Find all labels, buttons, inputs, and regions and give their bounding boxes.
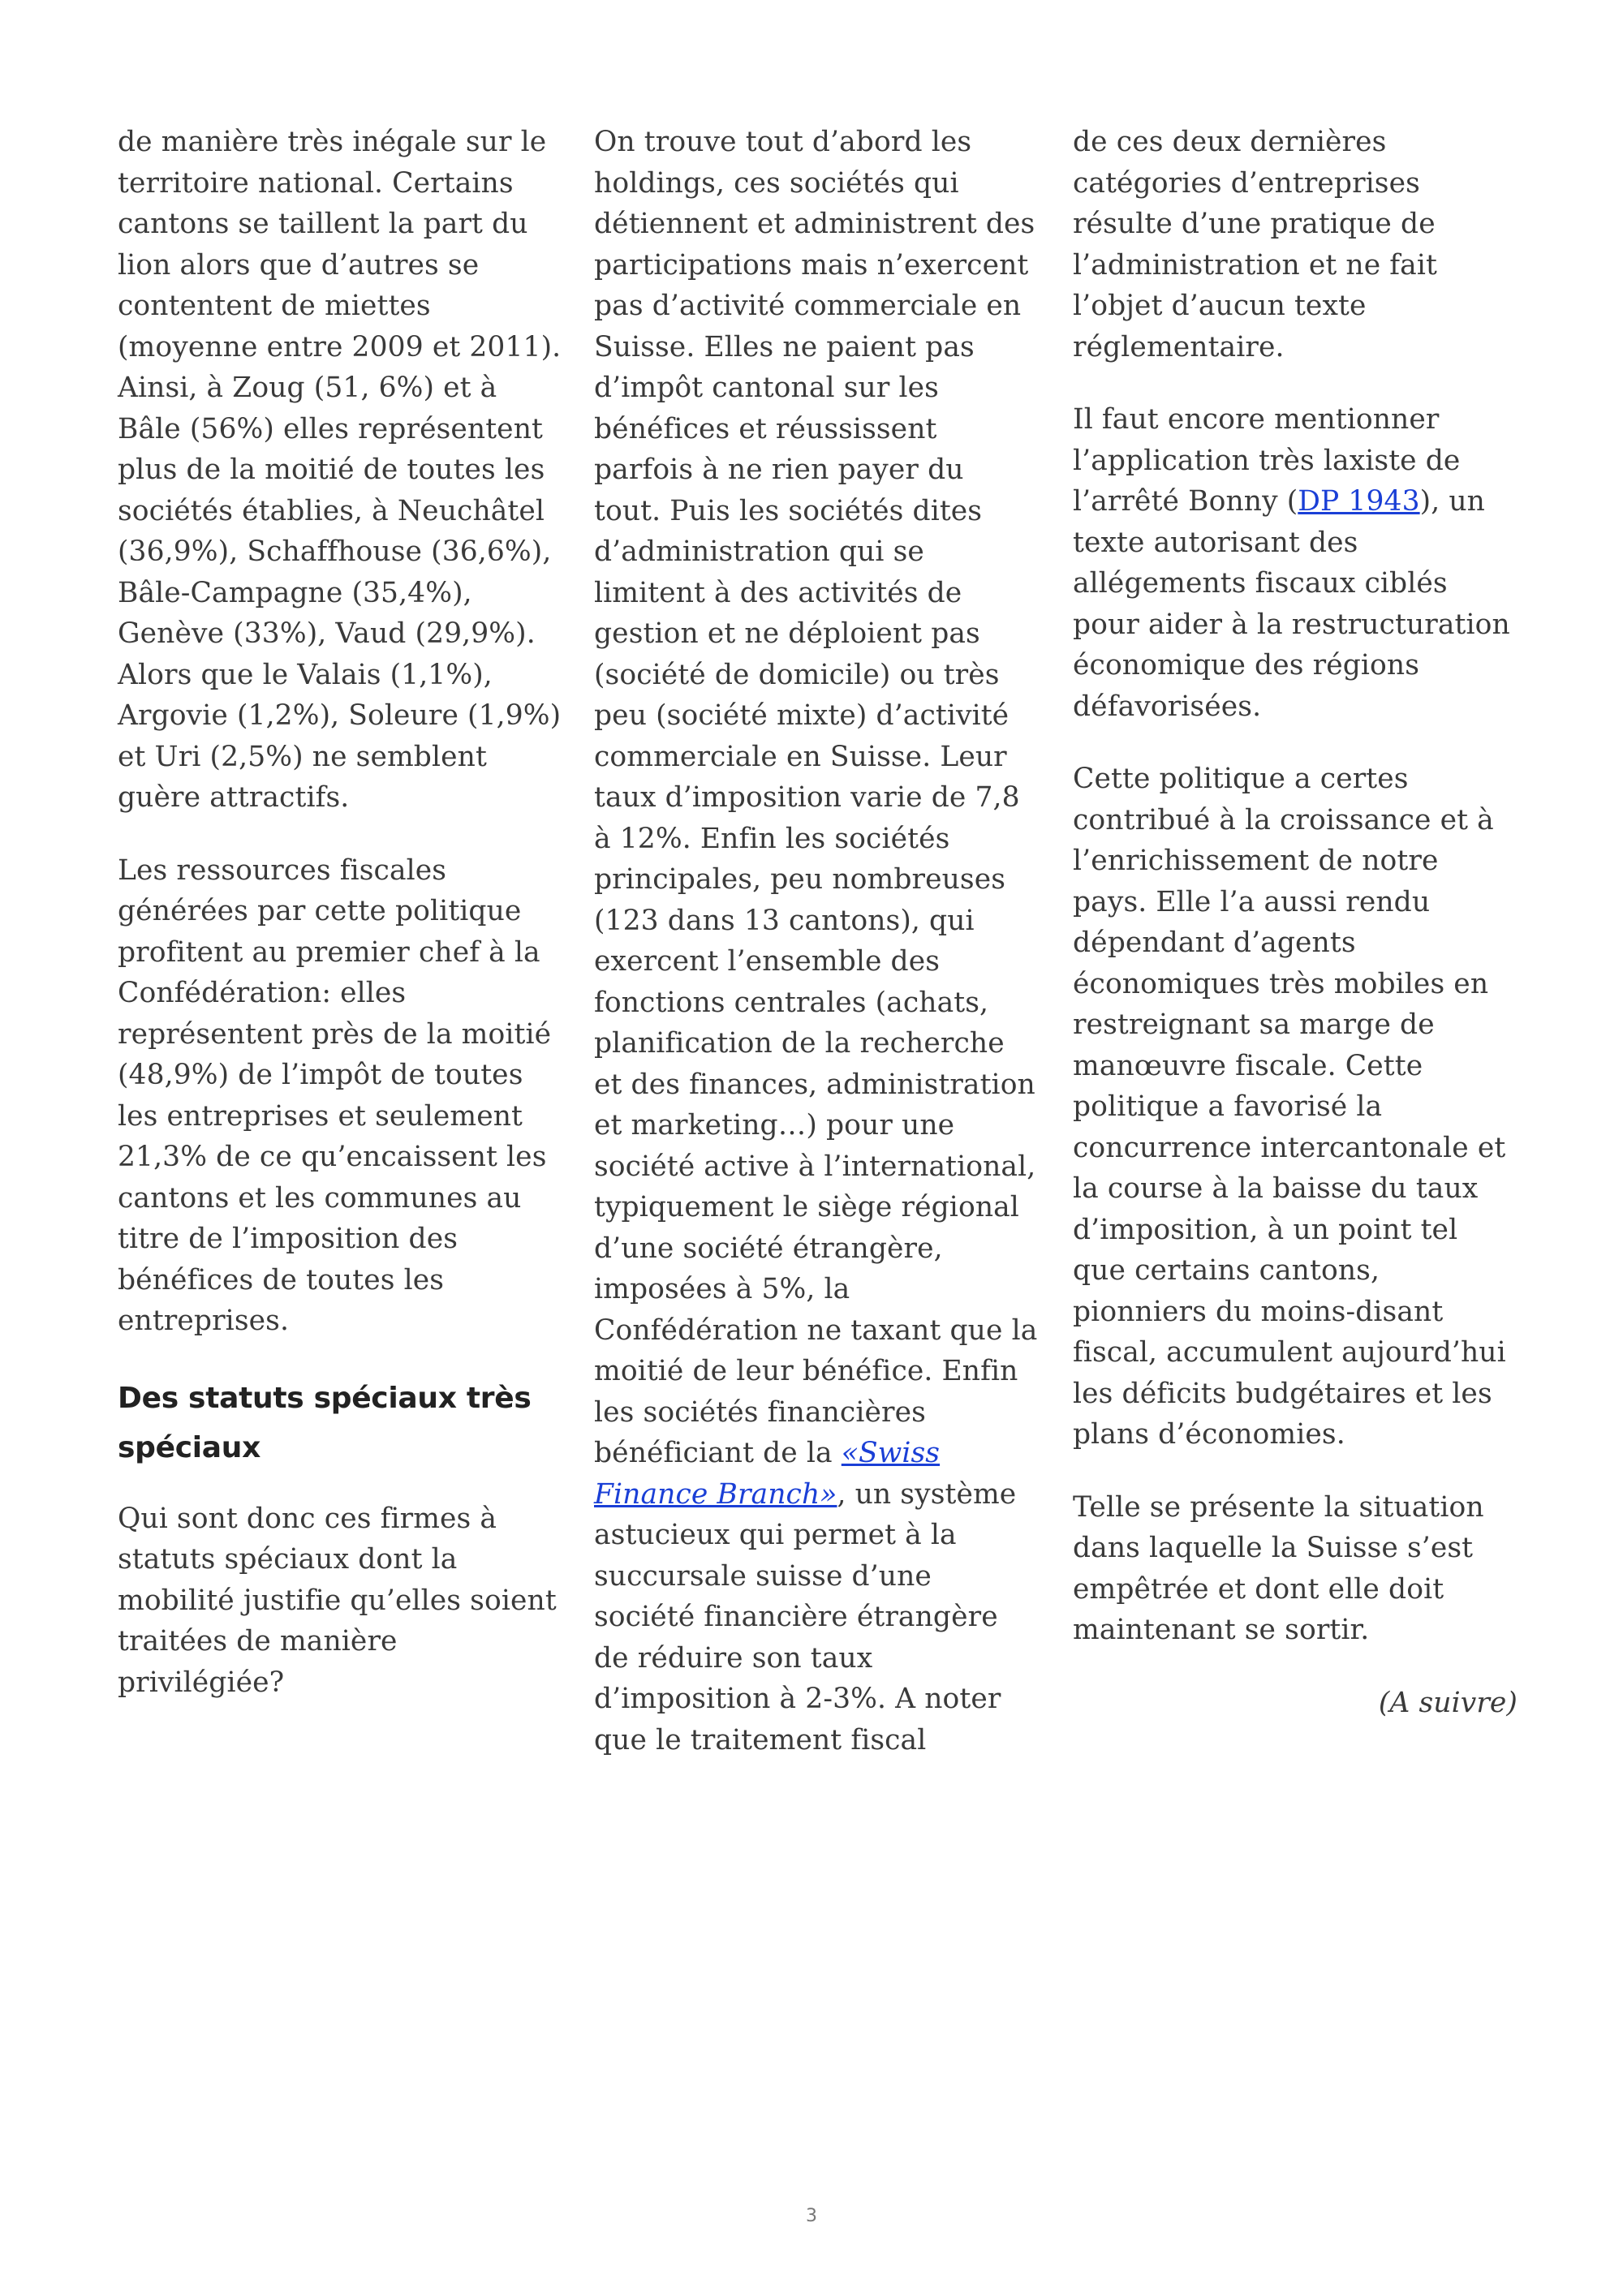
dp-1943-link[interactable]: DP 1943	[1298, 485, 1420, 518]
paragraph: Les ressources fiscales générées par cette politique profitent au premier chef à la Confédération: elles représentent près de la moitié (48,9%) de l’impôt de toutes les entreprises et seulement 21,3% de ce qu’encaissent les cantons et les communes au titre de l’imposition des bénéfices de toutes les entreprises.	[118, 853, 552, 1337]
swiss-finance-branch-link[interactable]: «Swiss Finance Branch»	[594, 1437, 941, 1511]
paragraph	[1073, 399, 1518, 727]
column-right	[1073, 122, 1518, 1755]
paragraph: Qui sont donc ces firmes à statuts spéciaux dont la mobilité justifie qu’elles soient traitées de manière privilégiée?	[118, 1502, 557, 1699]
paragraph-text: Il faut encore mentionner l’application très laxiste de l’arrêté Bonny (	[1073, 403, 1461, 518]
column-left	[118, 122, 562, 1735]
paragraph-text: ), un texte autorisant des allégements fiscaux ciblés pour aider à la restructuration économique des régions défavorisées.	[1073, 485, 1510, 723]
section-heading: Des statuts spéciaux très spéciaux	[118, 1381, 532, 1464]
paragraph: Cette politique a certes contribué à la croissance et à l’enrichissement de notre pays. Elle l’a aussi rendu dépendant d’agents économiques très mobiles en restreignant sa marge de manœuvre fiscale. Cette politique a favorisé la concurrence intercantonale et la course à la baisse du taux d’imposition, à un point tel que certains cantons, pionniers du moins-disant fiscal, accumulent aujourd’hui les déficits budgétaires et les plans d’économies.	[1073, 763, 1506, 1451]
page-number: 3	[806, 2206, 817, 2226]
paragraph-text: , un système astucieux qui permet à la succursale suisse d’une société financière étrangère de réduire son taux d’imposition à 2-3%. A noter que le traitement fiscal	[594, 1477, 1017, 1756]
column-middle	[594, 122, 1039, 1792]
to-be-continued: (A suivre)	[1378, 1686, 1518, 1719]
paragraph: de ces deux dernières catégories d’entreprises résulte d’une pratique de l’administration et ne fait l’objet d’aucun texte réglementaire.	[1073, 126, 1437, 363]
paragraph: Telle se présente la situation dans laquelle la Suisse s’est empêtrée et dont elle doit maintenant se sortir.	[1073, 1490, 1484, 1646]
paragraph	[594, 122, 1039, 1761]
paragraph-text: On trouve tout d’abord les holdings, ces sociétés qui détiennent et administrent des participations mais n’exercent pas d’activité commerciale en Suisse. Elles ne paient pas d’impôt cantonal sur les bénéfices et réussissent parfois à ne rien payer du tout. Puis les sociétés dites d’administration qui se limitent à des activités de gestion et ne déploient pas (société de domicile) ou très peu (société mixte) d’activité commerciale en Suisse. Leur taux d’imposition varie de 7,8 à 12%. Enfin les sociétés principales, peu nombreuses (123 dans 13 cantons), qui exercent l’ensemble des fonctions centrales (achats, planification de la recherche et des finances, administration et marketing…) pour une société active à l’international, typiquement le siège régional d’une société étrangère, imposées à 5%, la Confédération ne taxant que la moitié de leur bénéfice. Enfin les sociétés financières bénéficiant de la	[594, 126, 1038, 1469]
paragraph: de manière très inégale sur le territoire national. Certains cantons se taillent la part du lion alors que d’autres se contentent de miettes (moyenne entre 2009 et 2011). Ainsi, à Zoug (51, 6%) et à Bâle (56%) elles représentent plus de la moitié de toutes les sociétés établies, à Neuchâtel (36,9%), Schaffhouse (36,6%), Bâle-Campagne (35,4%), Genève (33%), Vaud (29,9%). Alors que le Valais (1,1%), Argovie (1,2%), Soleure (1,9%) et Uri (2,5%) ne semblent guère attractifs.	[118, 126, 562, 814]
